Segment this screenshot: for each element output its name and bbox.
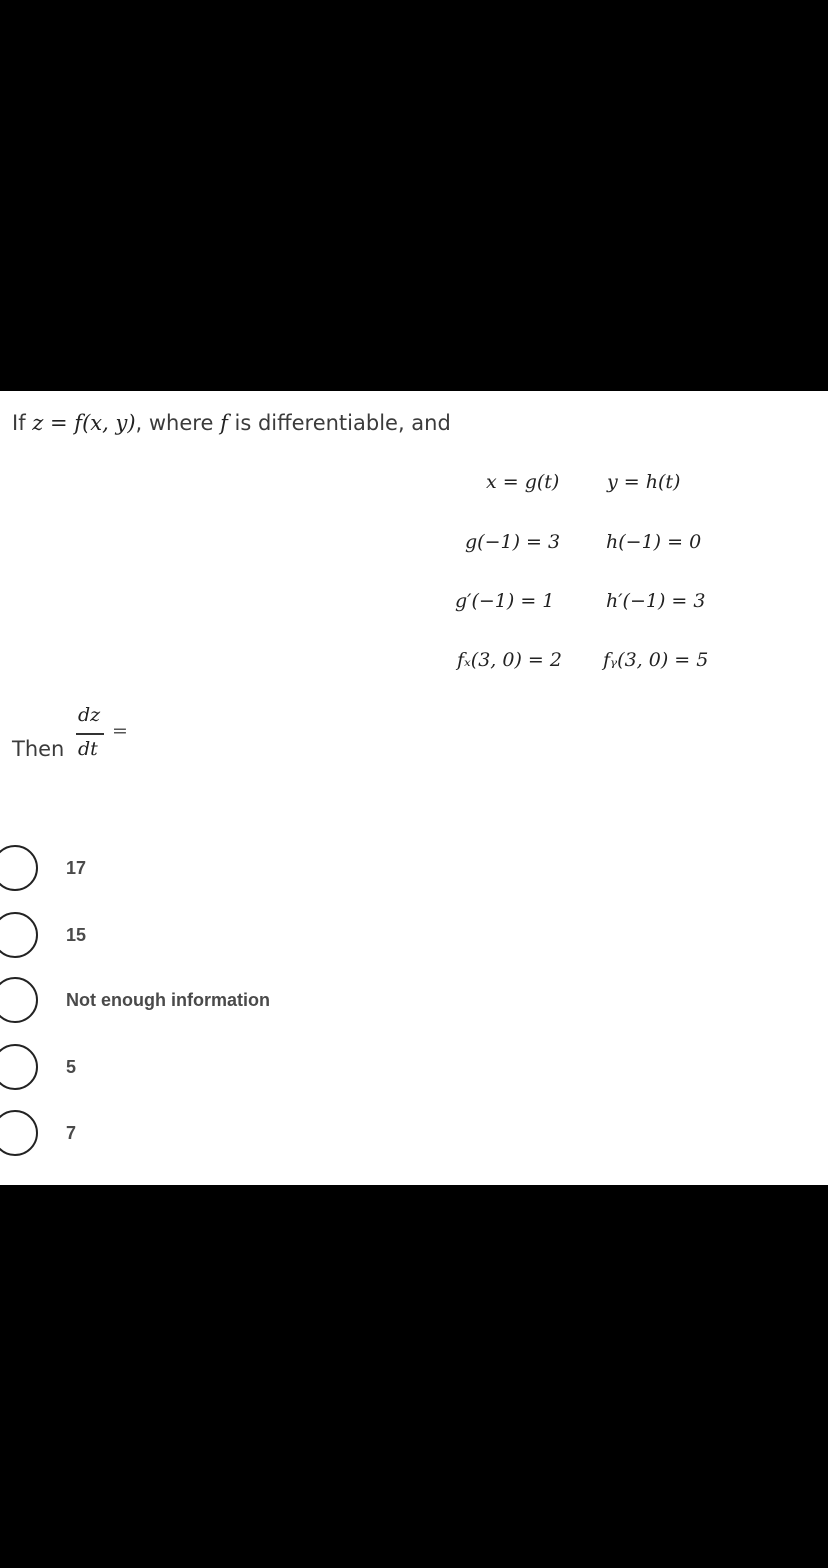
answer-option-17[interactable] bbox=[0, 845, 420, 895]
radio-button[interactable] bbox=[0, 977, 38, 1023]
equation-fx: fₓ(3, 0) = 2 bbox=[457, 649, 562, 671]
equation-h-prime: h′(−1) = 3 bbox=[606, 590, 706, 612]
question-panel bbox=[0, 391, 828, 1185]
equation-x-def: x = g(t) bbox=[486, 471, 560, 493]
option-label: 15 bbox=[66, 925, 87, 945]
option-label: 7 bbox=[66, 1123, 77, 1143]
option-label: Not enough information bbox=[66, 990, 270, 1010]
fraction-bar bbox=[76, 733, 104, 735]
derivative-equals: = bbox=[112, 720, 128, 742]
f-symbol: f bbox=[220, 411, 228, 435]
question-intro bbox=[12, 411, 451, 435]
option-label: 17 bbox=[66, 858, 87, 878]
intro-rest: is differentiable, and bbox=[234, 411, 451, 435]
derivative-denominator: dt bbox=[78, 738, 98, 760]
answer-option-not-enough-information[interactable] bbox=[0, 977, 420, 1027]
radio-button[interactable] bbox=[0, 912, 38, 958]
equation-fy: fᵧ(3, 0) = 5 bbox=[603, 649, 709, 671]
equation-y-def: y = h(t) bbox=[607, 471, 681, 493]
answer-option-15[interactable] bbox=[0, 912, 420, 962]
where-word: , where bbox=[135, 411, 214, 435]
z-definition: z = f(x, y) bbox=[32, 411, 136, 435]
radio-button[interactable] bbox=[0, 1044, 38, 1090]
equation-g-prime: g′(−1) = 1 bbox=[455, 590, 555, 612]
answer-option-5[interactable] bbox=[0, 1044, 420, 1094]
then-word: Then bbox=[12, 737, 65, 761]
if-word: If bbox=[12, 411, 26, 435]
answer-option-7[interactable] bbox=[0, 1110, 420, 1160]
equation-g-value: g(−1) = 3 bbox=[465, 531, 561, 553]
derivative-numerator: dz bbox=[78, 704, 101, 726]
radio-button[interactable] bbox=[0, 1110, 38, 1156]
radio-button[interactable] bbox=[0, 845, 38, 891]
equation-h-value: h(−1) = 0 bbox=[606, 531, 702, 553]
option-label: 5 bbox=[66, 1057, 77, 1077]
